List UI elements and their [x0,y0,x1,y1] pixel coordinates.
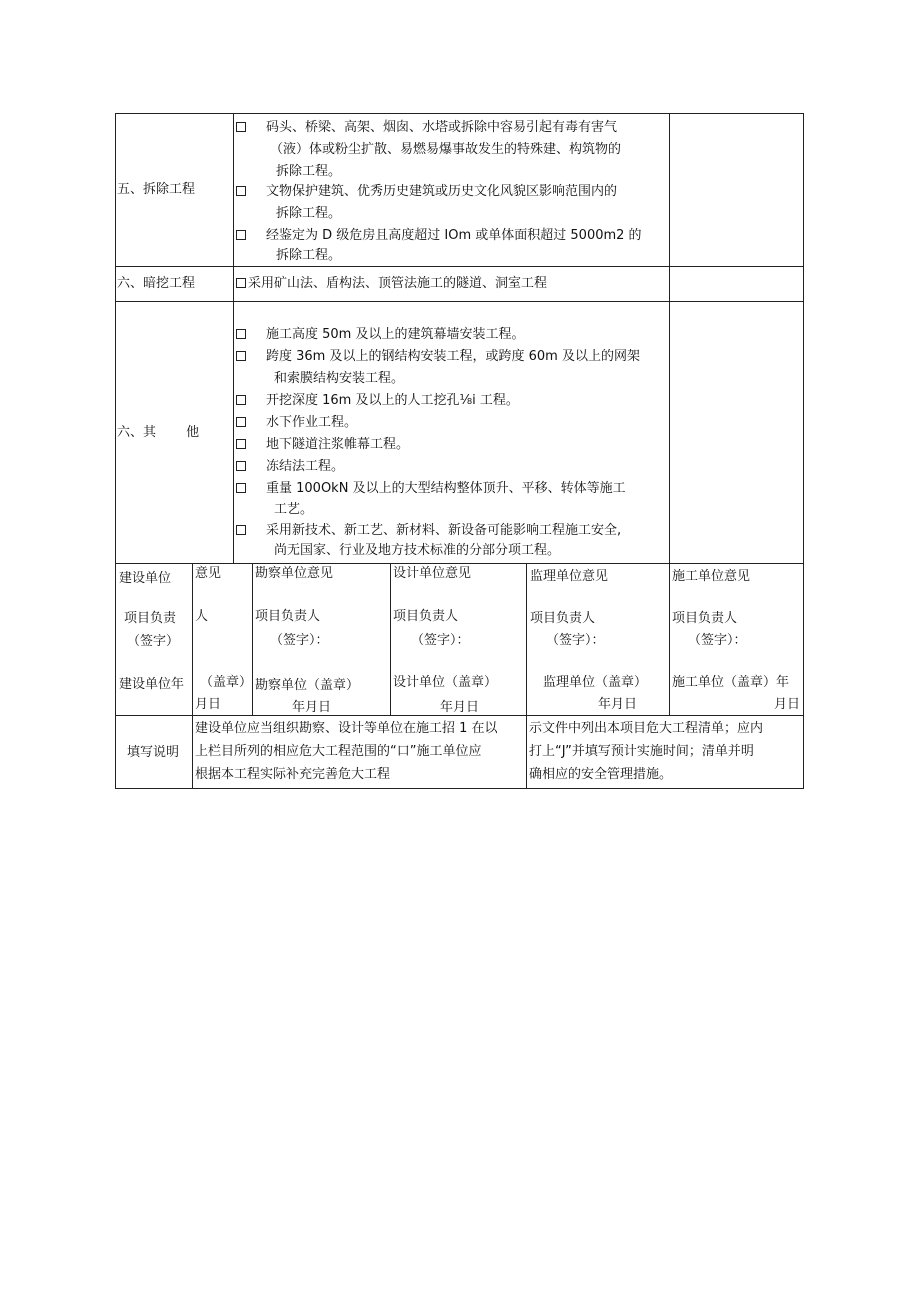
checkbox[interactable] [236,329,246,339]
owner-title: 建设单位 [119,571,172,586]
item-continuation: （液）体或粉尘扩散、易燃易爆事故发生的特殊建、构筑物的 [270,142,622,157]
construction-sign: （签字）： [688,633,747,648]
checklist-item: 冻结法工程。 [236,456,248,478]
row-divider [115,266,804,267]
item-continuation: 拆除工程。 [276,164,342,179]
checklist-item: 开挖深度 16m 及以上的人工挖孔⅛i 工程。 [236,390,248,412]
checkbox[interactable] [236,395,246,405]
column-divider [252,563,253,715]
supervision-seal: 监理单位（盖章） [543,675,648,690]
item-continuation: 拆除工程。 [276,206,342,221]
section-label-demolition: 五、拆除工程 [117,182,196,197]
owner-date: 月日 [195,697,222,712]
owner-person: 项目负责 [124,611,177,626]
checklist-item: 码头、桥梁、高架、烟囱、水塔或拆除中容易引起有毒有害气 [236,117,248,139]
owner-seal-stamp: （盖章） [200,675,253,690]
checkbox[interactable] [236,230,246,240]
construction-title: 施工单位意见 [672,569,751,584]
checklist-item: 文物保护建筑、优秀历史建筑或历史文化风貌区影响范围内的 [236,181,248,203]
item-continuation: 尚无国家、行业及地方技术标准的分部分项工程。 [274,543,561,558]
design-title: 设计单位意见 [393,566,472,581]
item-continuation: 拆除工程。 [276,248,342,263]
notes-right-line: 打上“J”并填写预计实施时间；清单并明 [529,744,754,759]
section-label-excavation: 六、暗挖工程 [117,276,196,291]
supervision-title: 监理单位意见 [530,569,609,584]
survey-title: 勘察单位意见 [255,566,334,581]
column-divider [669,563,670,715]
checkbox[interactable] [236,122,246,132]
construction-date: 月日 [774,697,801,712]
design-person: 项目负责人 [393,609,459,624]
notes-left-line: 根据本工程实际补充完善危大工程 [195,767,391,782]
column-divider [192,563,193,789]
column-divider [390,563,391,715]
construction-person: 项目负责人 [672,611,738,626]
survey-person: 项目负责人 [255,609,321,624]
column-divider [669,113,670,563]
checklist-item: 地下隧道注浆帷幕工程。 [236,434,248,456]
design-seal: 设计单位（盖章） [393,675,498,690]
owner-person-tail: 人 [195,609,209,624]
design-date: 年月日 [440,700,480,715]
notes-right-line: 确相应的安全管理措施。 [529,767,673,782]
checklist-item: 采用新技术、新工艺、新材料、新设备可能影响工程施工安全, [236,520,248,542]
checkbox[interactable] [236,525,246,535]
owner-seal: 建设单位年 [119,677,185,692]
notes-left-line: 上栏目所列的相应危大工程范围的“口”施工单位应 [195,744,482,759]
checklist-item: 跨度 36m 及以上的钢结构安装工程，或跨度 60m 及以上的网架 [236,346,248,368]
checkbox[interactable] [236,417,246,427]
checklist-item: 重量 100OkN 及以上的大型结构整体顶升、平移、转体等施工 [236,478,248,500]
item-continuation: 工艺。 [274,502,314,517]
notes-right-line: 示文件中列出本项目危大工程清单；应内 [529,721,764,736]
survey-date: 年月日 [292,700,332,715]
survey-sign: （签字）： [270,633,329,648]
checklist-item: 采用矿山法、盾构法、顶管法施工的隧道、洞室工程 [236,273,547,295]
checkbox[interactable] [236,278,246,288]
column-divider [233,113,234,563]
notes-left-line: 建设单位应当组织勘察、设计等单位在施工招 1 在以 [195,721,498,736]
checkbox[interactable] [236,439,246,449]
checklist-item: 水下作业工程。 [236,412,248,434]
checklist-item: 施工高度 50m 及以上的建筑幕墙安装工程。 [236,324,248,346]
row-divider [115,301,804,302]
owner-sign: （签字） [127,634,180,649]
supervision-date: 年月日 [598,697,638,712]
section-label-other: 六、其 他 [117,425,200,440]
construction-seal: 施工单位（盖章）年 [672,675,790,690]
checkbox[interactable] [236,351,246,361]
checkbox[interactable] [236,461,246,471]
design-sign: （签字）： [411,633,470,648]
notes-label: 填写说明 [127,745,180,760]
column-divider [526,563,527,789]
supervision-sign: （签字）： [546,633,605,648]
item-continuation: 和索膜结构安装工程。 [274,371,405,386]
checkbox[interactable] [236,186,246,196]
supervision-person: 项目负责人 [530,611,596,626]
owner-opinion: 意见 [195,566,222,581]
checklist-item: 经鉴定为 D 级危房且高度超过 IOm 或单体面积超过 5000m2 的 [236,225,248,247]
survey-seal: 勘察单位（盖章） [255,678,360,693]
checkbox[interactable] [236,483,246,493]
